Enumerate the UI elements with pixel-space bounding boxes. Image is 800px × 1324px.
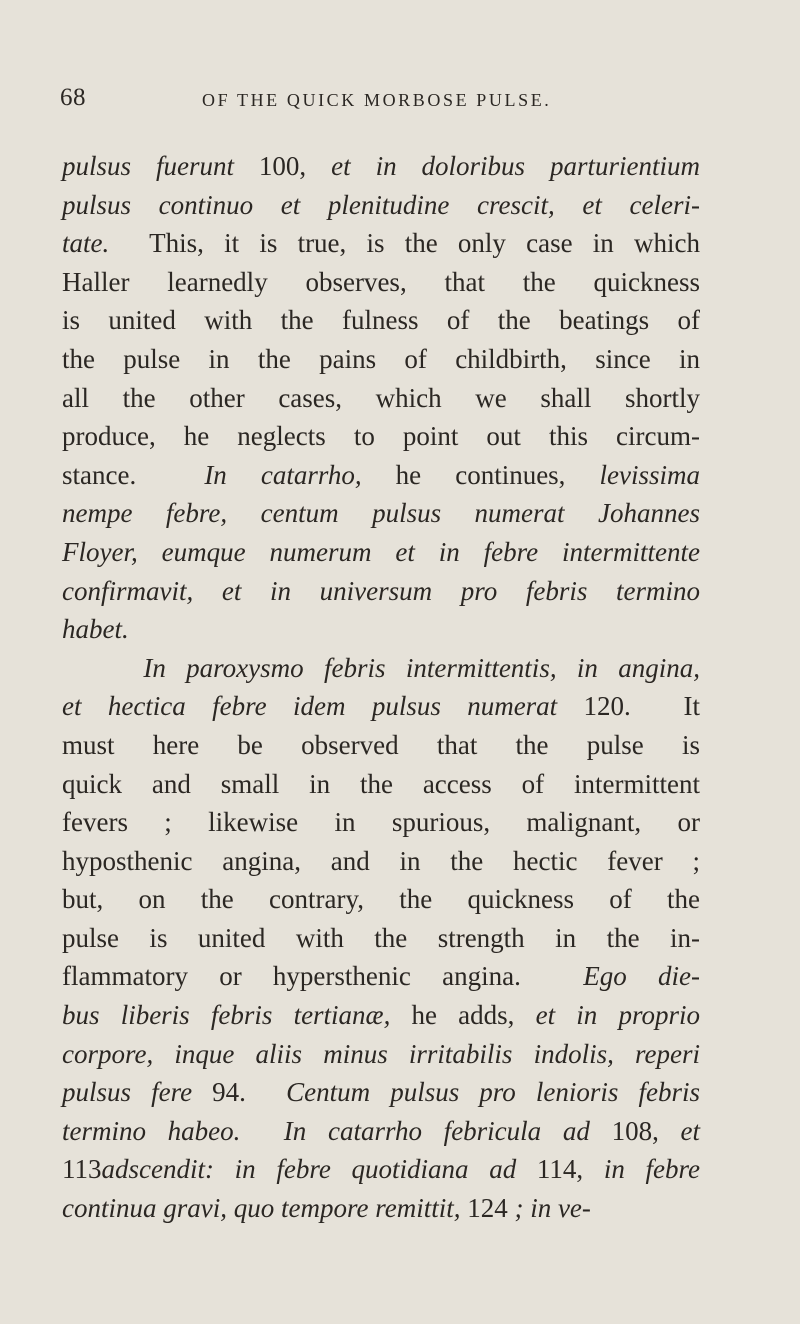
text-line [62, 379, 700, 418]
roman-text: he adds, [390, 1000, 536, 1031]
body-text [62, 147, 700, 1228]
text-line [62, 1112, 700, 1151]
roman-text: fevers ; likewise in spurious, malignant, or [62, 807, 700, 838]
roman-text: hyposthenic angina, and in the hectic fever ; [62, 845, 700, 876]
italic-text: confirmavit, et in universum pro febris termino [62, 575, 700, 606]
text-line [62, 340, 700, 379]
text-line [62, 649, 700, 688]
roman-text: quick and small in the access of intermittent [62, 768, 700, 799]
text-line [62, 417, 700, 456]
italic-text: Centum pulsus pro lenioris febris [286, 1077, 700, 1108]
roman-text: 94. [212, 1077, 287, 1108]
roman-text: pulse is united with the strength in the in- [62, 922, 700, 953]
text-line [62, 996, 700, 1035]
text-line [62, 726, 700, 765]
text-line [62, 572, 700, 611]
italic-text: et [680, 1115, 701, 1146]
text-line [62, 263, 700, 302]
italic-text: in febre [603, 1154, 700, 1185]
italic-text: corpore, inque aliis minus irritabilis indolis, reperi [62, 1038, 700, 1069]
text-line [62, 186, 700, 225]
text-line [62, 880, 700, 919]
roman-text: produce, he neglects to point out this circum- [62, 421, 700, 452]
text-line [62, 533, 700, 572]
text-line [62, 610, 700, 649]
roman-text: Haller learnedly observes, that the quickness [62, 266, 700, 297]
roman-text: he continues, [361, 459, 600, 490]
roman-text: all the other cases, which we shall shortly [62, 382, 700, 413]
italic-text: adscendit: in febre quotidiana ad [101, 1154, 537, 1185]
text-line [62, 456, 700, 495]
italic-text: pulsus fuerunt [62, 151, 259, 181]
italic-text: levissima [599, 459, 700, 490]
roman-text: stance. [62, 459, 205, 490]
italic-text: pulsus continuo et plenitudine crescit, et celeri- [62, 189, 700, 220]
italic-text: nempe febre, centum pulsus numerat Johannes [62, 498, 700, 529]
italic-text: et in doloribus parturientium [331, 151, 700, 181]
italic-text: In catarrho, [204, 459, 362, 490]
text-line [62, 842, 700, 881]
text-line [62, 1189, 700, 1228]
roman-text: 114, [536, 1154, 604, 1185]
roman-text: the pulse in the pains of childbirth, since in [62, 343, 700, 374]
italic-text: et in proprio [535, 1000, 700, 1031]
roman-text: 124 [467, 1193, 508, 1224]
italic-text: bus liberis febris tertianæ, [62, 1000, 391, 1031]
text-line [62, 147, 700, 186]
italic-text: tate. [62, 228, 110, 259]
text-line [62, 957, 700, 996]
roman-text: but, on the contrary, the quickness of the [62, 884, 700, 915]
italic-text: termino habeo. In catarrho febricula ad [62, 1115, 612, 1146]
roman-text: flammatory or hypersthenic angina. [62, 961, 584, 992]
italic-text: In paroxysmo febris intermittentis, in angina, [62, 652, 700, 683]
text-line [62, 494, 700, 533]
text-line [62, 687, 700, 726]
italic-text: Ego die- [583, 961, 700, 992]
roman-text: 120. It [583, 691, 701, 722]
page-number: 68 [60, 84, 86, 111]
text-line [62, 803, 700, 842]
roman-text: is united with the fulness of the beatings of [62, 305, 700, 336]
text-line [62, 1073, 700, 1112]
roman-text: This, it is true, is the only case in which [109, 228, 700, 259]
italic-text: habet. [62, 614, 129, 645]
page-header [60, 84, 740, 120]
running-head: OF THE QUICK MORBOSE PULSE. [202, 90, 552, 110]
roman-text: must here be observed that the pulse is [62, 729, 700, 760]
text-line [62, 1035, 700, 1074]
italic-text: ; in ve- [507, 1193, 591, 1224]
text-line [62, 224, 700, 263]
italic-text: et hectica febre idem pulsus numerat [62, 691, 584, 722]
roman-text: 113 [62, 1154, 102, 1185]
text-line [62, 1150, 700, 1189]
roman-text: 108, [611, 1115, 681, 1146]
roman-text: 100, [258, 151, 332, 181]
italic-text: Floyer, eumque numerum et in febre intermittente [62, 536, 700, 567]
italic-text: pulsus fere [62, 1077, 213, 1108]
text-line [62, 765, 700, 804]
italic-text: continua gravi, quo tempore remittit, [62, 1193, 468, 1224]
text-line [62, 919, 700, 958]
text-line [62, 301, 700, 340]
